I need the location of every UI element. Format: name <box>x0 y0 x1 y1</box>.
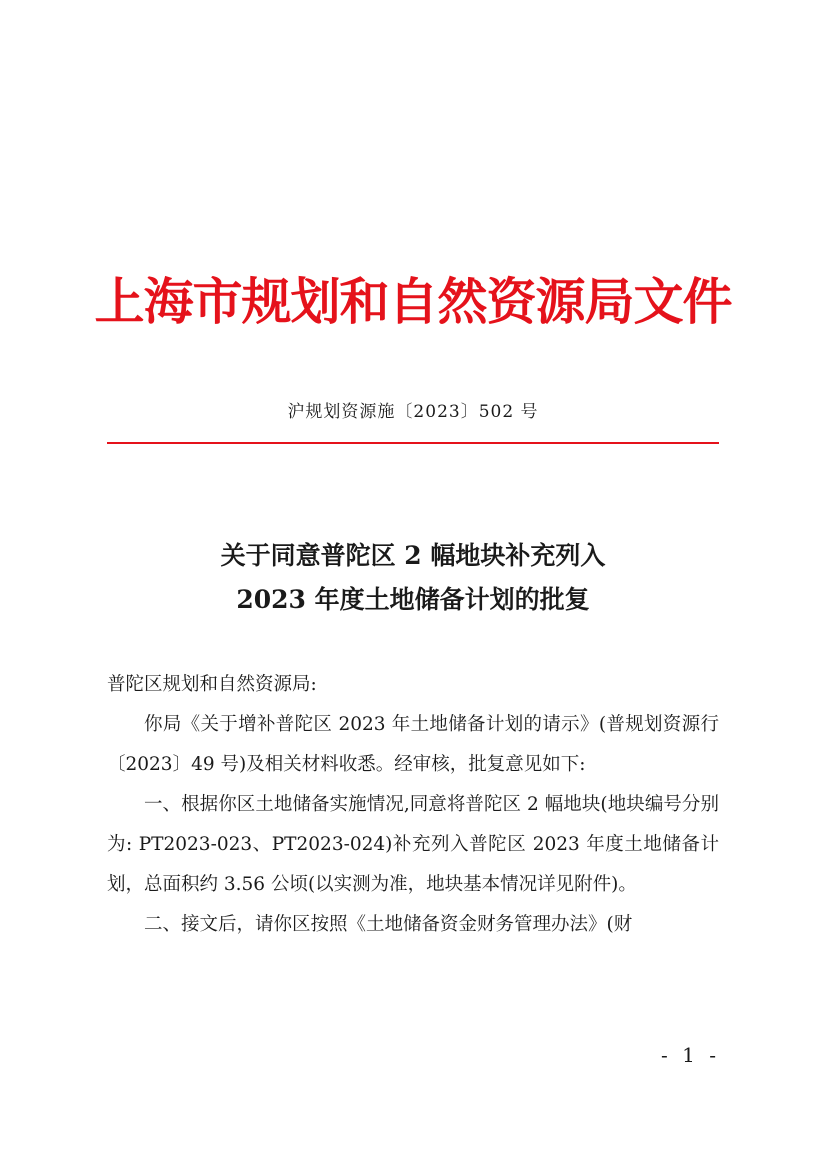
body-paragraph-3: 二、接文后，请你区按照《土地储备资金财务管理办法》(财 <box>144 914 633 935</box>
page-number: - 1 - <box>661 1043 720 1067</box>
document-number: 沪规划资源施〔2023〕502 号 <box>287 402 539 422</box>
body-paragraph-2: 一、根据你区土地储备实施情况,同意将普陀区 2 幅地块(地块编号分别为: PT2023-023、PT2023-024)补充列入普陀区 2023 年度土地储备计划，总面积约 3.56 公顷(以实测为准，地块基本情况详见附件)。 <box>107 794 719 895</box>
agency-header-title: 上海市规划和自然资源局文件 <box>94 272 732 331</box>
document-body <box>107 665 719 945</box>
salutation: 普陀区规划和自然资源局: <box>107 674 317 695</box>
body-paragraph-1: 你局《关于增补普陀区 2023 年土地储备计划的请示》(普规划资源行〔2023〕49 号)及相关材料收悉。经审核，批复意见如下: <box>107 714 719 775</box>
red-separator-line <box>107 442 719 444</box>
document-title <box>0 534 826 622</box>
document-title-line-1: 关于同意普陀区 2 幅地块补充列入 <box>220 541 606 570</box>
document-title-line-2: 2023 年度土地储备计划的批复 <box>236 585 590 614</box>
